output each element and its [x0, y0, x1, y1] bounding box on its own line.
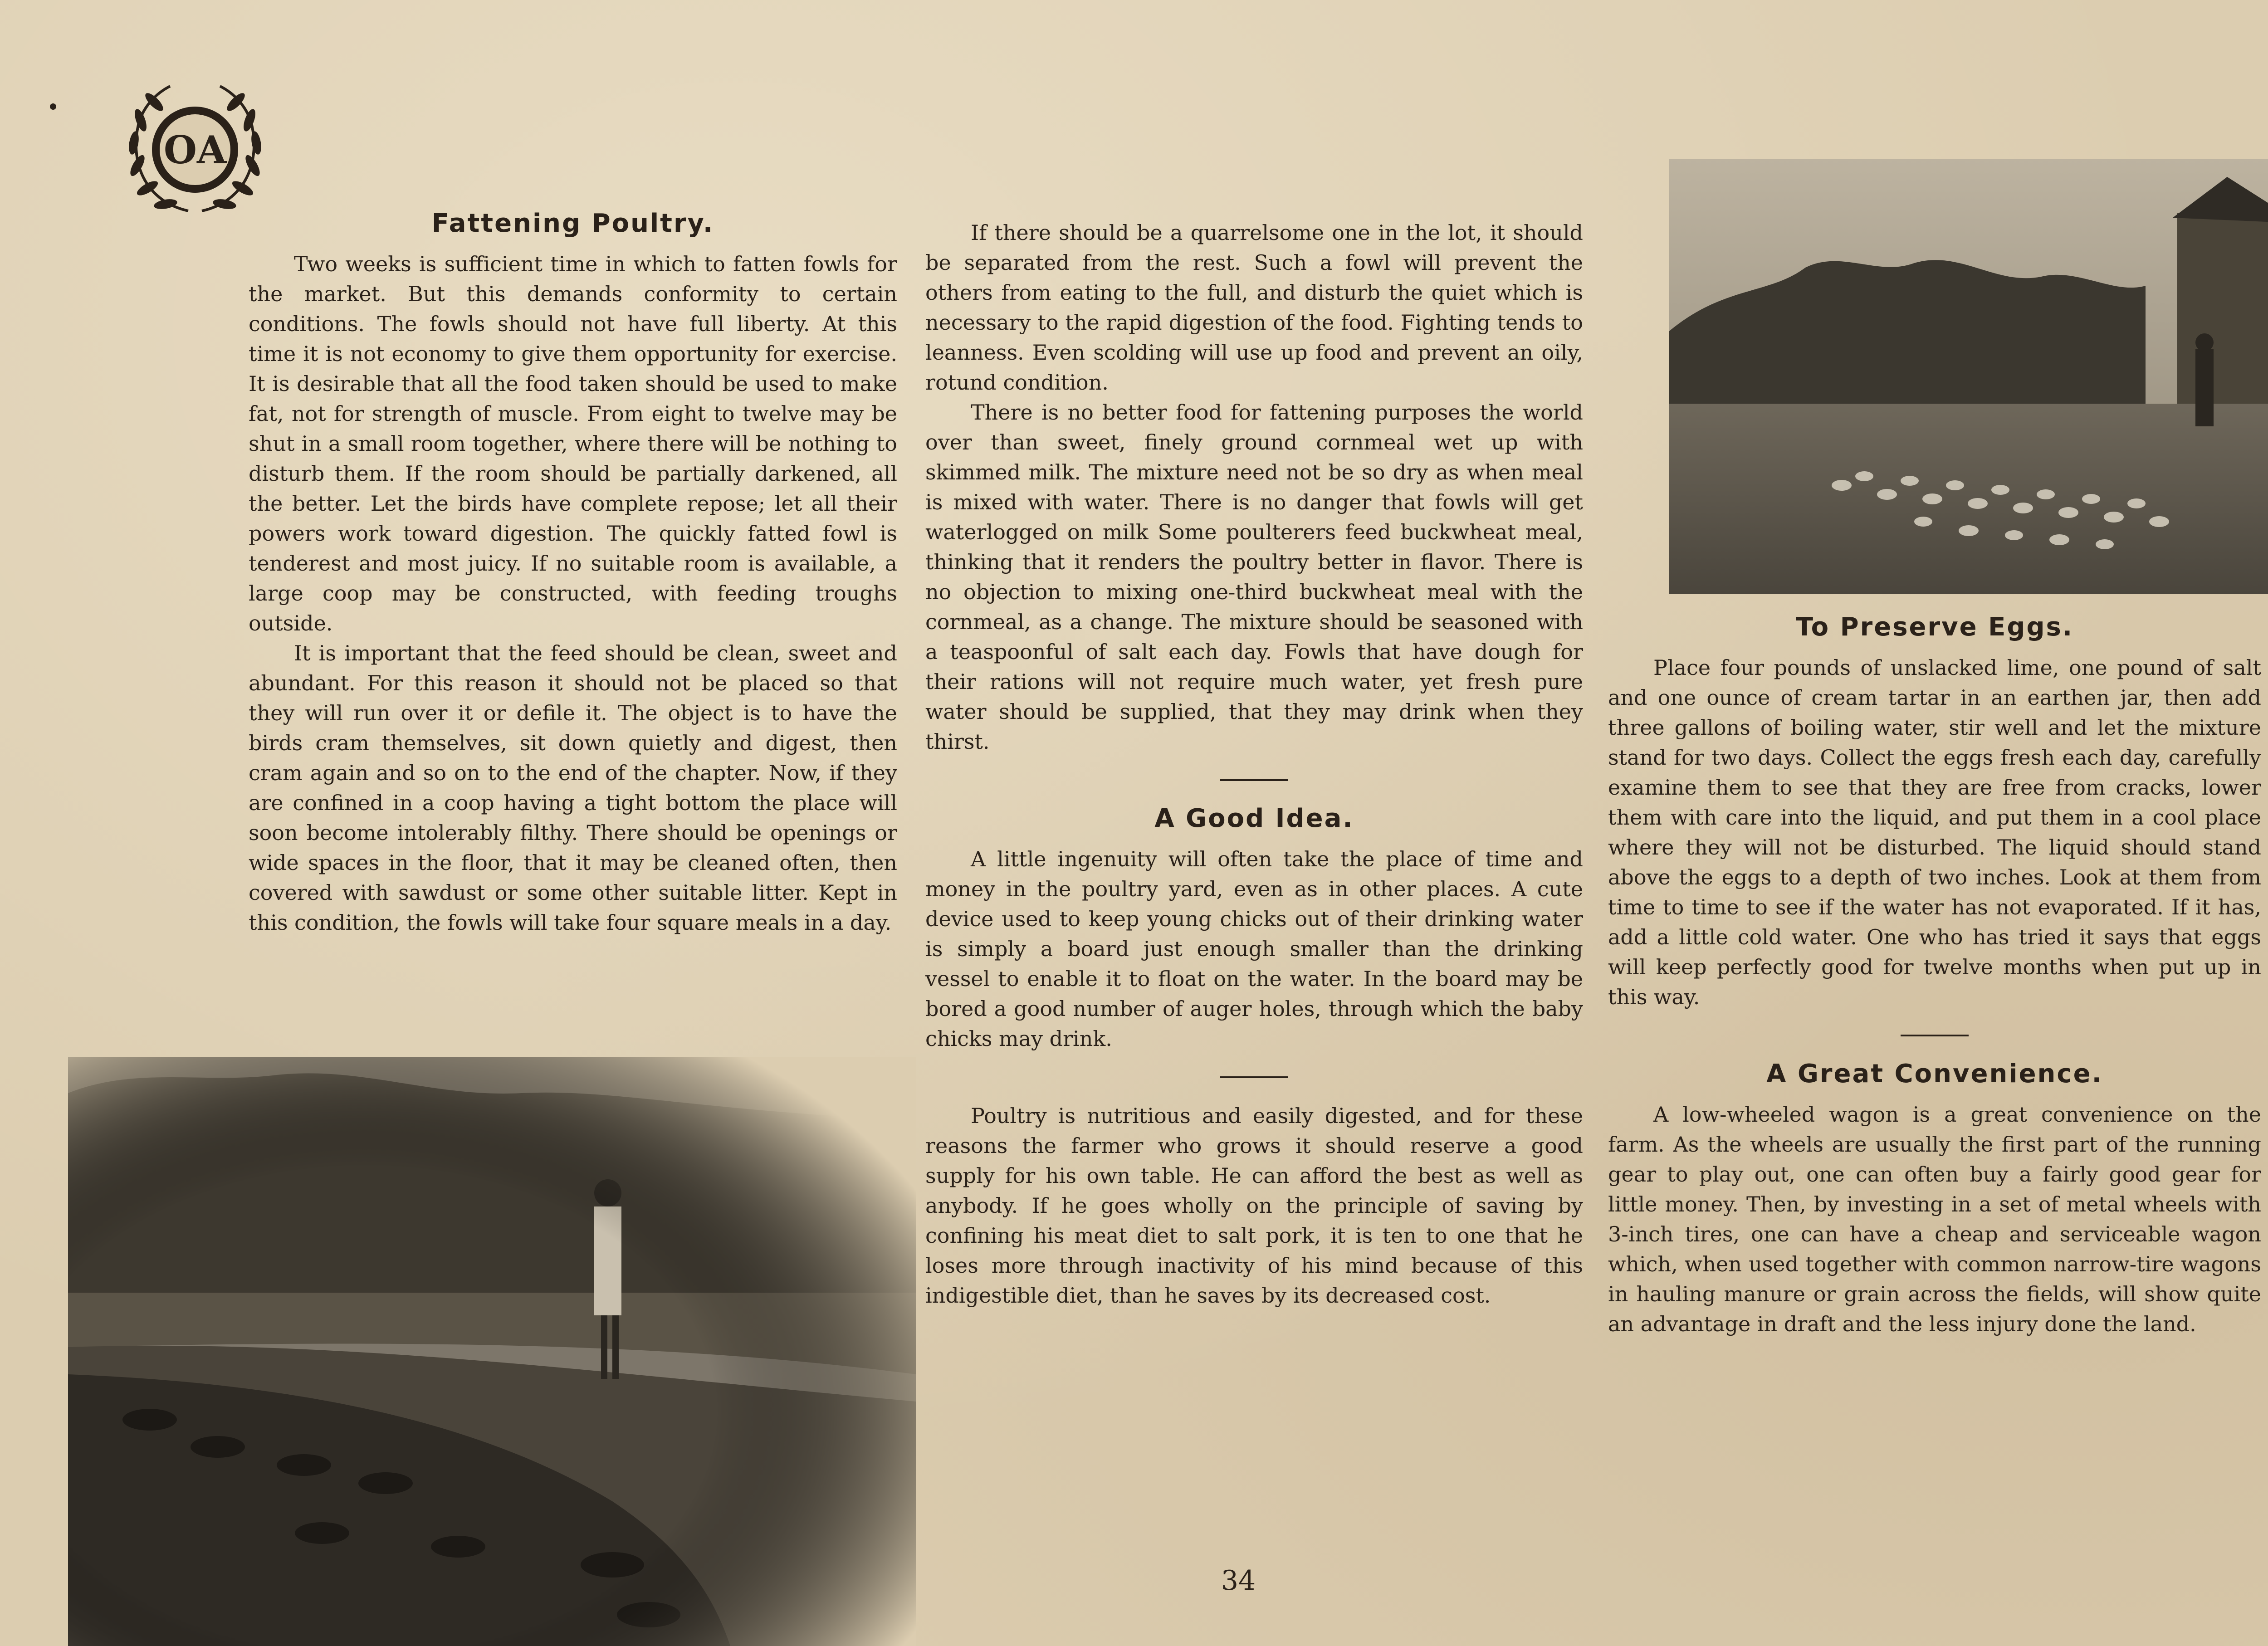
column-left — [249, 209, 897, 938]
column-right — [1608, 612, 2261, 1339]
paragraph: Poultry is nutritious and easily digested, and for these reasons the farmer who grows it should reserve a good supply for his own table. He can afford the best as well as anybody. If he goes wholly on the principle of saving by confining his meat diet to salt pork, it is ten to one that he loses more through inactivity of his mind because of this indigestible diet, than he saves by its decreased cost. — [925, 1104, 1583, 1308]
paragraph: A little ingenuity will often take the place of time and money in the poultry yard, even as in other places. A cute device used to keep young chicks out of their drinking water is simply a board just enough smaller than the drinking vessel to enable it to float on the water. In the board may be bored a good number of auger holes, through which the baby chicks may drink. — [925, 847, 1583, 1051]
farmyard-chickens-photo — [1669, 159, 2268, 594]
heading-preserve-eggs: To Preserve Eggs. — [1795, 612, 2074, 642]
paragraph: Place four pounds of unslacked lime, one pound of salt and one ounce of cream tartar in an earthen jar, then add three gallons of boiling water, stir well and let the mixture stand for two days. Collect the eggs fresh each day, carefully examine them to see that they are free from cracks, lower them with care into the liquid, and put them in a cool place where they will not be disturbed. The liquid should stand above the eggs to a depth of two inches. Look at them from time to time to see if the water has not evaporated. If it has, add a little cold water. One who has tried it says that eggs will keep perfectly good for twelve months when put up in this way. — [1608, 655, 2261, 1009]
ink-speck — [50, 103, 56, 110]
paragraph: There is no better food for fattening purposes the world over than sweet, finely ground cornmeal wet up with skimmed milk. The mixture need not be so dry as when meal is mixed with water. There is no danger that fowls will get waterlogged on milk Some poulterers feed buckwheat meal, thinking that it renders the poultry better in flavor. There is no objection to mixing one-third buckwheat meal with the cornmeal, as a change. The mixture should be seasoned with a teaspoonful of salt each day. Fowls that have dough for their rations will not require much water, yet fresh pure water should be supplied, that they may drink when they thirst. — [925, 400, 1583, 754]
page-number: 34 — [1221, 1565, 1256, 1597]
section-divider — [1220, 779, 1288, 781]
heading-great-convenience: A Great Convenience. — [1766, 1059, 2103, 1089]
emblem-monogram: OA — [163, 127, 227, 172]
paragraph: A low-wheeled wagon is a great convenience on the farm. As the wheels are usually the first part of the running gear to play out, one can often buy a fairly good gear for little money. Then, by investing in a set of metal wheels with 3-inch tires, one can have a cheap and serviceable wagon which, when used together with common narrow-tire wagons in hauling manure or grain across the fields, will show quite an advantage in draft and the less injury done the land. — [1608, 1102, 2261, 1336]
heading-good-idea: A Good Idea. — [1154, 804, 1354, 833]
paragraph: If there should be a quarrelsome one in the lot, it should be separated from the rest. Such a fowl will prevent the others from eating to the full, and disturb the quiet which is necessary to the rapid digestion of the food. Fighting tends to leanness. Even scolding will use up food and prevent an oily, rotund condition. — [925, 220, 1583, 395]
ducks-stream-photo — [68, 1057, 916, 1646]
paragraph: It is important that the feed should be clean, sweet and abundant. For this reason it should not be placed so that they will run over it or defile it. The object is to have the birds cram themselves, sit down quietly and digest, then cram again and so on to the end of the chapter. Now, if they are confined in a coop having a tight bottom the place will soon become intolerably filthy. There should be openings or wide spaces in the floor, that it may be cleaned often, then covered with sawdust or some other suitable litter. Kept in this condition, the fowls will take four square meals in a day. — [249, 641, 897, 935]
section-divider — [1901, 1035, 1969, 1036]
section-divider — [1220, 1076, 1288, 1078]
paragraph: Two weeks is sufficient time in which to fatten fowls for the market. But this demands conformity to certain conditions. The fowls should not have full liberty. At this time it is not economy to give them opportunity for exercise. It is desirable that all the food taken should be used to make fat, not for strength of muscle. From eight to twelve may be shut in a small room together, where there will be nothing to disturb them. If the room should be partially darkened, all the better. Let the birds have complete repose; let all their powers work toward digestion. The quickly fatted fowl is tenderest and most juicy. If no suitable room is available, a large coop may be constructed, with feeding troughs outside. — [249, 252, 897, 635]
column-middle — [925, 218, 1583, 1310]
wreath-monogram-emblem — [120, 75, 270, 225]
heading-fattening-poultry: Fattening Poultry. — [431, 209, 714, 238]
